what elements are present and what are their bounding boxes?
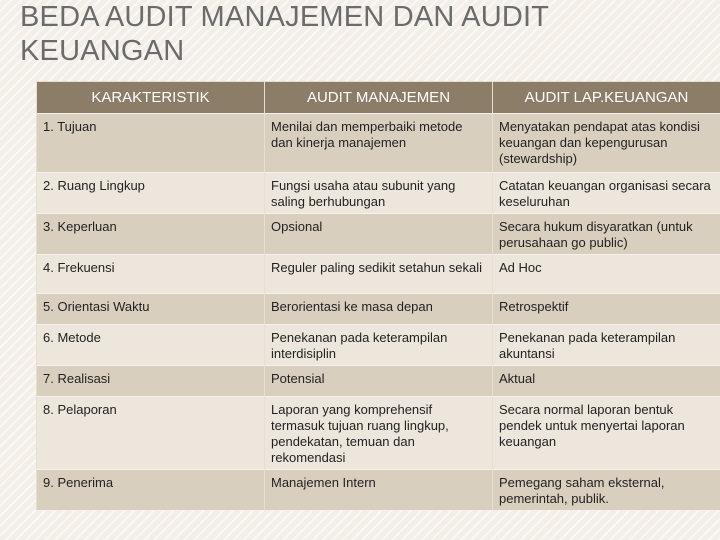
row-label: 4. Frekuensi [37, 255, 265, 294]
row-label: 8. Pelaporan [37, 397, 265, 470]
keuangan-cell: Pemegang saham eksternal, pemerintah, publik. [493, 470, 720, 511]
keuangan-cell: Penekanan pada keterampilan akuntansi [493, 325, 720, 366]
manajemen-cell: Penekanan pada keterampilan interdisiplin [265, 325, 493, 366]
manajemen-cell: Laporan yang komprehensif termasuk tujuan ruang lingkup, pendekatan, temuan dan rekomendasi [265, 397, 493, 470]
table-row [37, 397, 720, 470]
row-label: 3. Keperluan [37, 214, 265, 255]
manajemen-cell: Opsional [265, 214, 493, 255]
row-label: 9. Penerima [37, 470, 265, 511]
comparison-table-container [36, 81, 720, 507]
row-label: 2. Ruang Lingkup [37, 173, 265, 214]
table-header-row [37, 82, 720, 114]
manajemen-cell: Berorientasi ke masa depan [265, 294, 493, 325]
header-audit-lap-keuangan: AUDIT LAP.KEUANGAN [493, 82, 720, 114]
row-label: 7. Realisasi [37, 366, 265, 397]
keuangan-cell: Retrospektif [493, 294, 720, 325]
row-label: 1. Tujuan [37, 114, 265, 173]
manajemen-cell: Menilai dan memperbaiki metode dan kinerja manajemen [265, 114, 493, 173]
header-karakteristik: KARAKTERISTIK [37, 82, 265, 114]
header-audit-manajemen: AUDIT MANAJEMEN [265, 82, 493, 114]
table-row [37, 325, 720, 366]
table-row [37, 114, 720, 173]
manajemen-cell: Reguler paling sedikit setahun sekali [265, 255, 493, 294]
slide-title: BEDA AUDIT MANAJEMEN DAN AUDIT KEUANGAN [20, 1, 550, 67]
manajemen-cell: Potensial [265, 366, 493, 397]
manajemen-cell: Manajemen Intern [265, 470, 493, 511]
keuangan-cell: Secara normal laporan bentuk pendek untuk menyertai laporan keuangan [493, 397, 720, 470]
keuangan-cell: Catatan keuangan organisasi secara keseluruhan [493, 173, 720, 214]
table-row [37, 470, 720, 511]
table-row [37, 214, 720, 255]
manajemen-cell: Fungsi usaha atau subunit yang saling berhubungan [265, 173, 493, 214]
keuangan-cell: Secara hukum disyaratkan (untuk perusahaan go public) [493, 214, 720, 255]
table-row [37, 294, 720, 325]
table-row [37, 173, 720, 214]
keuangan-cell: Aktual [493, 366, 720, 397]
comparison-table [36, 81, 720, 511]
table-row [37, 366, 720, 397]
keuangan-cell: Menyatakan pendapat atas kondisi keuangan dan kepengurusan (stewardship) [493, 114, 720, 173]
row-label: 6. Metode [37, 325, 265, 366]
row-label: 5. Orientasi Waktu [37, 294, 265, 325]
table-row [37, 255, 720, 294]
keuangan-cell: Ad Hoc [493, 255, 720, 294]
